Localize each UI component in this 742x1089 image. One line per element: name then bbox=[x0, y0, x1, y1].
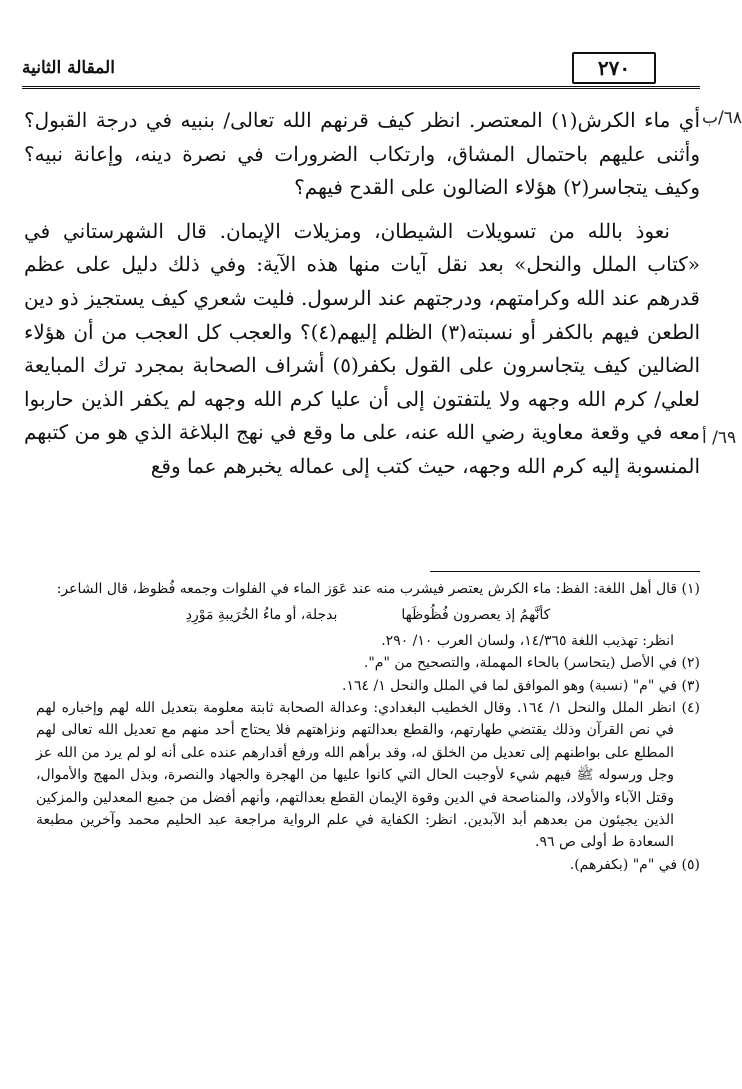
margin-note-folio-69a: ٦٩/ أ bbox=[702, 428, 737, 448]
margin-note-folio-68b: ٦٨/ب bbox=[702, 108, 742, 128]
paragraph-2: نعوذ بالله من تسويلات الشيطان، ومزيلات الإيمان. قال الشهرستاني في «كتاب الملل والنحل» بعد نقل آيات منها هذه الآية: وفي ذلك دليل على عظم قدرهم عند الله وكرامتهم، ودرجتهم عند الرسول. فليت شعري كيف يستجيز ذو دين الطعن فيهم بالكفر أو نسبته(٣) الظلم إليهم(٤)؟ والعجب كل العجب من أن هؤلاء الضالين كيف يتجاسرون على القول بكفر(٥) أشراف الصحابة بمجرد ترك المبايعة لعلي/ كرم الله وجهه ولا يلتفتون إلى أن عليا كرم الله وجهه لم يكفر الذين حاربوا معه في وقعة معاوية رضي الله عنه، على ما وقع في نهج البلاغة الذي هو من كتبهم المنسوبة إليه كرم الله وجهه، حيث كتب إلى عماله يخبرهم عما وقع bbox=[23, 218, 700, 478]
main-text bbox=[24, 104, 700, 484]
paragraph-1: أي ماء الكرش(١) المعتصر. انظر كيف قرنهم الله تعالى/ بنبيه في درجة القبول؟ وأثنى عليهم باحتمال المشاق، وارتكاب الضرورات في نصرة دينه، وإعانة نبيه؟ وكيف يتجاسر(٢) هؤلاء الضالون على القدح فيهم؟ bbox=[24, 108, 700, 200]
footnote-separator bbox=[430, 571, 700, 572]
footnotes bbox=[36, 578, 700, 876]
footnote-3: (٣) في "م" (نسبة) وهو الموافق لما في الملل والنحل ١/ ١٦٤. bbox=[342, 677, 700, 694]
chapter-title: المقالة الثانية bbox=[22, 58, 115, 78]
footnote-5: (٥) في "م" (بكفرهم). bbox=[569, 856, 700, 873]
footnote-1: (١) قال أهل اللغة: الفظ: ماء الكرش يعتصر فيشرب منه عند عَوَز الماء في الفلوات وجمعه فُظوظ، قال الشاعر: bbox=[56, 581, 700, 597]
page-number: ٢٧٠ bbox=[572, 52, 656, 84]
verse-hemistich-1: كأنَّهمُ إذ يعصرون فُظُوظَها bbox=[401, 607, 551, 624]
header-rule bbox=[22, 86, 700, 89]
verse-hemistich-2: بدجلة، أو ماءُ الخُرَيبةِ مَوْرِدِ bbox=[185, 607, 338, 624]
poem-verse bbox=[36, 604, 700, 626]
footnote-4: (٤) انظر الملل والنحل ١/ ١٦٤. وقال الخطيب البغدادي: وعدالة الصحابة ثابتة معلومة بتعديل الله لهم وإخباره لهم في نص القرآن وذلك يقتضي طهارتهم، والقطع بعدالتهم ونزاهتهم فلا يحتاج أحد منهم مع تعديل الله تعالى لهم المطلع على بواطنهم إلى تعديل من الخلق له، وقد برأهم الله ورفع أقدارهم عنده على أنه لو لم يرد من الله عز وجل ورسوله ﷺ فيهم شيء لأوجبت الحال التي كانوا عليها من الهجرة والجهاد والنصرة، وبذل المهج والأموال، وقتل الآباء والأولاد، والمناصحة في الدين وقوة الإيمان القطع بعدالتهم، وأنهم أفضل من جميع المعدلين والمزكين الذين يجيئون من بعدهم أبد الآبدين. انظر: الكفاية في علم الرواية مراجعة عبد الحليم محمد وآخرين مطبعة السعادة ط أولى ص ٩٦. bbox=[36, 700, 701, 851]
footnote-2: (٢) في الأصل (يتحاسر) بالحاء المهملة، والتصحيح من "م". bbox=[363, 655, 700, 672]
footnote-1-reference: انظر: تهذيب اللغة ١٤/٣٦٥، ولسان العرب ١٠/ ٢٩٠. bbox=[381, 632, 674, 649]
